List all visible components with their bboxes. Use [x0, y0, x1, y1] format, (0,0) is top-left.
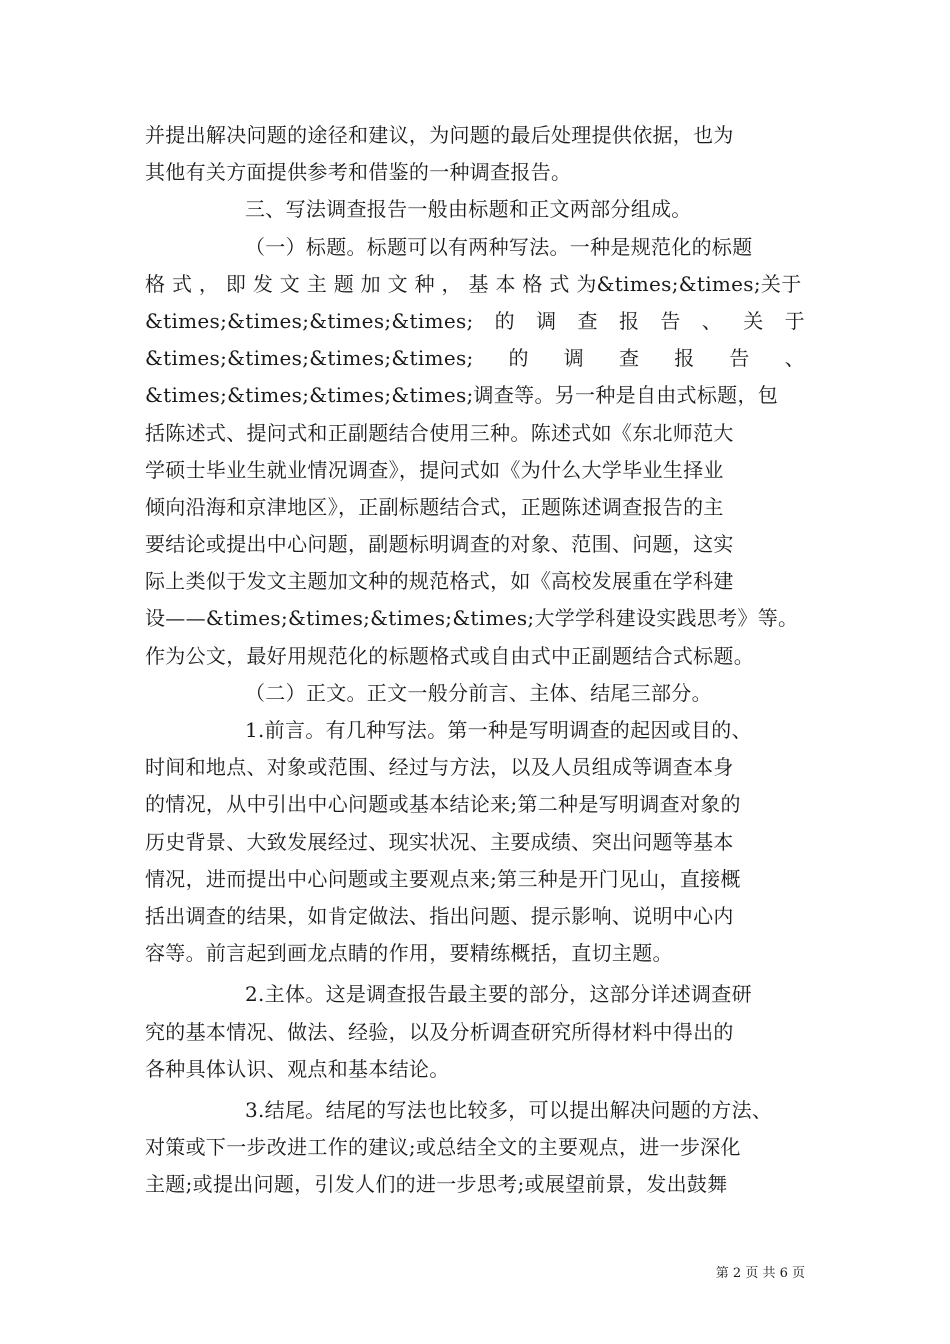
text-segment: 、	[784, 346, 805, 371]
subsection-heading: （二）正文。正文一般分前言、主体、结尾三部分。	[245, 680, 712, 705]
text-line: 格 式 ， 即 发 文 主 题 加 文 种 ， 基 本 格 式 为&times;&times;关于	[145, 271, 802, 296]
text-segment: 报	[674, 346, 695, 371]
text-segment: 关	[743, 308, 764, 333]
text-line: 括陈述式、提问式和正副题结合使用三种。陈述式如《东北师范大	[145, 420, 734, 445]
text-line: 际上类似于发文主题加文种的规范格式，如《高校发展重在学科建	[145, 569, 734, 594]
text-segment: 于	[784, 308, 805, 333]
text-line: &times;&times;&times;&times;调查等。另一种是自由式标题，包	[145, 383, 779, 408]
paragraph-start: 3.结尾。结尾的写法也比较多，可以提出解决问题的方法、	[245, 1097, 773, 1122]
paragraph-start: 1.前言。有几种写法。第一种是写明调查的起因或目的、	[245, 718, 752, 742]
text-segment: &times;&times;&times;&times;	[145, 308, 474, 333]
text-line: 倾向沿海和京津地区》，正副标题结合式，正题陈述调查报告的主	[145, 494, 724, 519]
text-line: 并提出解决问题的途径和建议，为问题的最后处理提供依据，也为	[145, 123, 734, 147]
spaced-text-line	[145, 340, 805, 377]
text-line: 要结论或提出中心问题，副题标明调查的对象、范围、问题，这实	[145, 532, 734, 557]
section-heading: 三、写法调查报告一般由标题和正文两部分组成。	[245, 197, 692, 222]
text-segment: 告	[660, 308, 681, 333]
text-segment: &times;&times;&times;&times;	[145, 346, 474, 371]
text-line: 容等。前言起到画龙点睛的作用，要精练概括，直切主题。	[145, 941, 673, 966]
text-line: 对策或下一步改进工作的建议;或总结全文的主要观点，进一步深化	[145, 1135, 741, 1160]
spaced-text-line	[145, 303, 805, 340]
text-segment: 调	[563, 346, 585, 371]
text-segment: 调	[536, 308, 557, 333]
text-segment: 告	[729, 346, 750, 371]
paragraph-start: 2.主体。这是调查报告最主要的部分，这部分详述调查研	[245, 982, 752, 1007]
text-line: 主题;或提出问题，引发人们的进一步思考;或展望前景，发出鼓舞	[145, 1172, 728, 1197]
text-line: 历史背景、大致发展经过、现实状况、主要成绩、突出问题等基本	[145, 829, 734, 854]
text-segment: 、	[701, 308, 723, 333]
text-segment: 的	[508, 346, 529, 371]
text-segment: 的	[494, 308, 515, 333]
text-line: 括出调查的结果，如肯定做法、指出问题、提示影响、说明中心内	[145, 903, 734, 928]
text-line: 设——&times;&times;&times;&times;大学学科建设实践思考》等。	[145, 606, 799, 631]
text-line: 作为公文，最好用规范化的标题格式或自由式中正副题结合式标题。	[145, 643, 754, 668]
text-line: 其他有关方面提供参考和借鉴的一种调查报告。	[145, 160, 572, 185]
text-segment: 报	[618, 308, 640, 333]
subsection-heading: （一）标题。标题可以有两种写法。一种是规范化的标题	[245, 234, 753, 259]
text-segment: 查	[618, 346, 640, 371]
text-line: 究的基本情况、做法、经验，以及分析调查研究所得材料中得出的	[145, 1019, 734, 1044]
text-line: 学硕士毕业生就业情况调查》，提问式如《为什么大学毕业生择业	[145, 457, 724, 482]
page-number: 第 2 页 共 6 页	[715, 1266, 805, 1281]
text-line: 情况，进而提出中心问题或主要观点来;第三种是开门见山，直接概	[145, 866, 741, 891]
text-line: 的情况，从中引出中心问题或基本结论来;第二种是写明调查对象的	[145, 792, 741, 817]
text-segment: 查	[577, 308, 598, 333]
text-line: 时间和地点、对象或范围、经过与方法，以及人员组成等调查本身	[145, 755, 734, 780]
text-line: 各种具体认识、观点和基本结论。	[145, 1056, 450, 1081]
document-body	[145, 117, 805, 1203]
